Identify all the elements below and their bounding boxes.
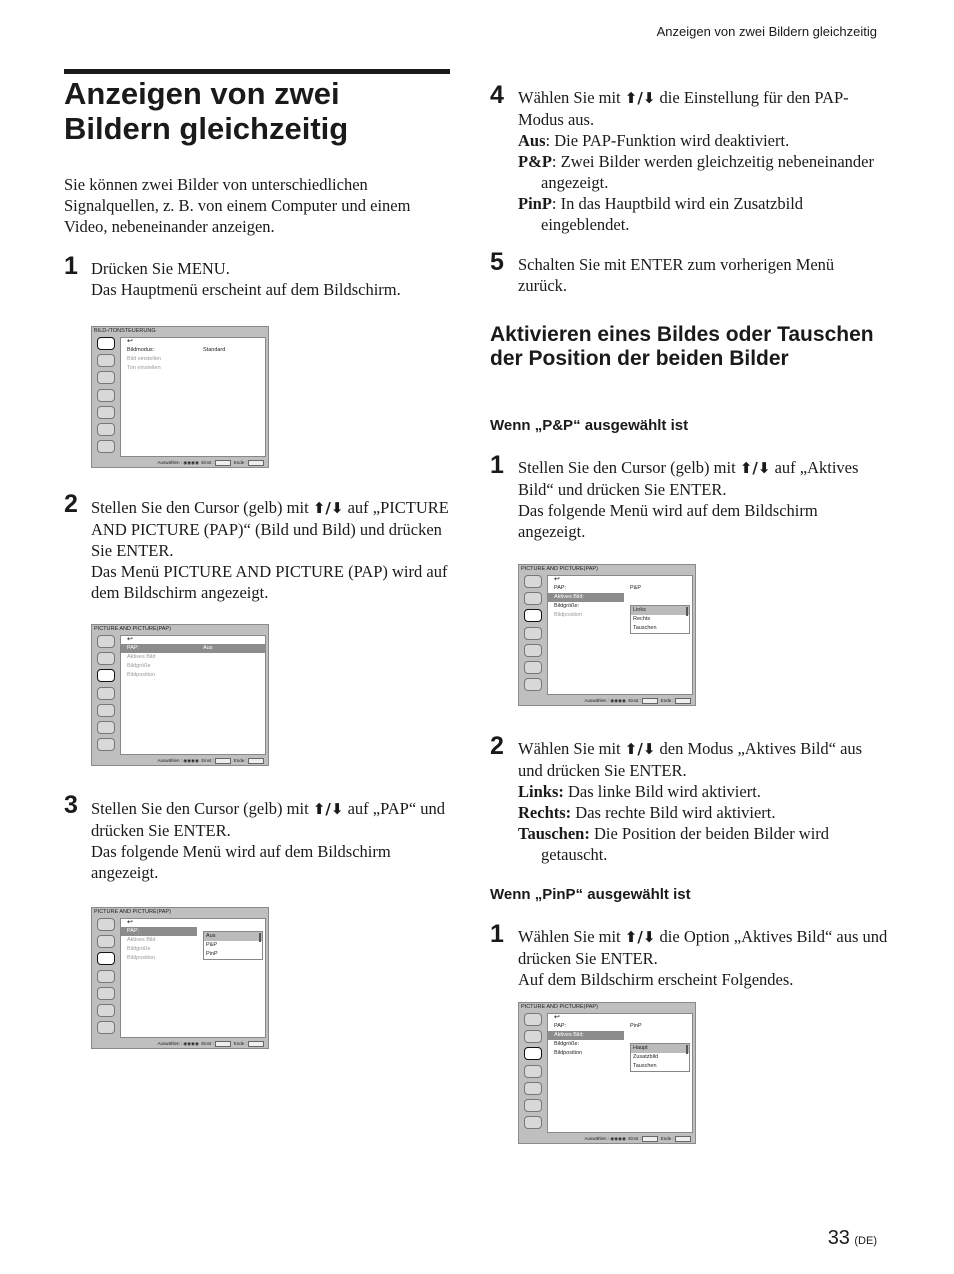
pap-menu-icon xyxy=(524,609,542,622)
osd-menu-pap: PICTURE AND PICTURE(PAP) ↩ PAP: Aus Aktives Bild Bildgröße Bildposition Auswählen : ◉◉◉◉ Einst : Ende : xyxy=(91,624,269,766)
running-head: Anzeigen von zwei Bildern gleichzeitig xyxy=(656,24,877,39)
step-1-text: Drücken Sie MENU. Das Hauptmenü erscheint auf dem Bildschirm. xyxy=(91,259,401,299)
menu-icon xyxy=(97,721,115,734)
menu-icon xyxy=(97,440,115,453)
step-number: 1 xyxy=(490,451,504,479)
picture-menu-icon xyxy=(97,337,115,350)
menu-icon xyxy=(524,644,542,657)
pap-menu-icon xyxy=(524,1047,542,1060)
menu-icon xyxy=(524,1116,542,1129)
up-down-arrow-icon: ⬆/⬇ xyxy=(739,459,771,477)
up-down-arrow-icon: ⬆/⬇ xyxy=(312,499,344,517)
return-icon: ↩ xyxy=(127,338,133,345)
step-2-text: Stellen Sie den Cursor (gelb) mit ⬆/⬇ auf „PICTURE AND PICTURE (PAP)“ (Bild und Bild) und drücken Sie ENTER. Das Menü PICTURE AND PICTURE (PAP) wird auf dem Bildschirm angezeigt. xyxy=(91,498,449,602)
menu-icon xyxy=(97,704,115,717)
menu-icon xyxy=(97,406,115,419)
step-3-text: Stellen Sie den Cursor (gelb) mit ⬆/⬇ auf „PAP“ und drücken Sie ENTER. Das folgende Menü wird auf dem Bildschirm angezeigt. xyxy=(91,799,446,882)
step-4-text: Wählen Sie mit ⬆/⬇ die Einstellung für den PAP-Modus aus. Aus: Die PAP-Funktion wird deaktiviert. P&P: Zwei Bilder werden gleichzeitig nebeneinander angezeigt. PinP: In das Hauptbild wird ein Zusatzbild eingeblendet. xyxy=(518,88,874,234)
intro-paragraph: Sie können zwei Bilder von unterschiedlichen Signalquellen, z. B. von einem Computer und einem Video, nebeneinander anzeigen. xyxy=(64,175,411,236)
menu-icon xyxy=(97,635,115,648)
step-number: 3 xyxy=(64,791,78,819)
menu-icon xyxy=(97,1004,115,1017)
menu-icon xyxy=(524,1013,542,1026)
menu-icon xyxy=(524,1082,542,1095)
return-icon: ↩ xyxy=(127,919,133,926)
menu-icon xyxy=(524,678,542,691)
menu-icon xyxy=(97,918,115,931)
menu-icon xyxy=(97,1021,115,1034)
menu-icon xyxy=(97,652,115,665)
menu-icon xyxy=(97,389,115,402)
osd-menu-bild-tonsteuerung: BILD-/TONSTEUERUNG ↩ Bildmodus: Standard Bild einstellen Ton einstellen Auswählen : ◉◉◉◉ Einst : Ende : xyxy=(91,326,269,468)
menu-icon xyxy=(524,1099,542,1112)
menu-icon xyxy=(524,661,542,674)
up-down-arrow-icon: ⬆/⬇ xyxy=(624,928,656,946)
menu-icon xyxy=(97,423,115,436)
menu-icon xyxy=(97,687,115,700)
osd-menu-pinp-aktives-bild: PICTURE AND PICTURE(PAP) ↩ PAP: PinP Aktives Bild: Bildgröße: Bildposition Haupt Zusatzbild Tauschen Auswählen : ◉◉◉◉ Einst : Ende : xyxy=(518,1002,696,1144)
pinp-step-1-text: Wählen Sie mit ⬆/⬇ die Option „Aktives Bild“ aus und drücken Sie ENTER. Auf dem Bildschirm erscheint Folgendes. xyxy=(518,927,888,989)
menu-icon xyxy=(97,738,115,751)
page-number: 33 (DE) xyxy=(827,1227,877,1249)
step-number: 1 xyxy=(64,252,78,280)
menu-icon xyxy=(97,935,115,948)
step-number: 2 xyxy=(64,490,78,518)
up-down-arrow-icon: ⬆/⬇ xyxy=(624,89,656,107)
menu-icon xyxy=(524,575,542,588)
menu-icon xyxy=(97,987,115,1000)
pp-step-1-text: Stellen Sie den Cursor (gelb) mit ⬆/⬇ auf „Aktives Bild“ und drücken Sie ENTER. Das folgende Menü wird auf dem Bildschirm angezeigt. xyxy=(518,458,859,541)
step-number: 4 xyxy=(490,81,504,109)
step-5-text: Schalten Sie mit ENTER zum vorherigen Menü zurück. xyxy=(518,255,835,295)
menu-icon xyxy=(97,970,115,983)
section-title: Aktivieren eines Bildes oder Tauschen der Position der beiden Bilder xyxy=(490,323,874,370)
pap-menu-icon xyxy=(97,669,115,682)
menu-icon xyxy=(524,1030,542,1043)
return-icon: ↩ xyxy=(127,636,133,643)
menu-icon xyxy=(97,354,115,367)
return-icon: ↩ xyxy=(554,576,560,583)
pp-step-2-text: Wählen Sie mit ⬆/⬇ den Modus „Aktives Bild“ aus und drücken Sie ENTER. Links: Das linke Bild wird aktiviert. Rechts: Das rechte Bild wird aktiviert. Tauschen: Die Position der beiden Bilder wird getauscht. xyxy=(518,739,863,864)
return-icon: ↩ xyxy=(554,1014,560,1021)
subheading-pinp: Wenn „PinP“ ausgewählt ist xyxy=(490,886,691,903)
page-title: Anzeigen von zwei Bildern gleichzeitig xyxy=(64,76,349,146)
subheading-pp: Wenn „P&P“ ausgewählt ist xyxy=(490,417,689,434)
menu-icon xyxy=(97,371,115,384)
step-number: 5 xyxy=(490,248,504,276)
pap-menu-icon xyxy=(97,952,115,965)
title-rule xyxy=(64,69,450,74)
osd-menu-pap-dropdown: PICTURE AND PICTURE(PAP) ↩ PAP: Aktives Bild Bildgröße Bildposition Aus P&P PinP Auswählen : ◉◉◉◉ Einst : Ende : xyxy=(91,907,269,1049)
menu-icon xyxy=(524,1065,542,1078)
step-number: 2 xyxy=(490,732,504,760)
menu-icon xyxy=(524,592,542,605)
step-number: 1 xyxy=(490,920,504,948)
osd-menu-pp-aktives-bild: PICTURE AND PICTURE(PAP) ↩ PAP: P&P Aktives Bild: Bildgröße: Bildposition Links Rechts Tauschen Auswählen : ◉◉◉◉ Einst : Ende : xyxy=(518,564,696,706)
menu-icon xyxy=(524,627,542,640)
up-down-arrow-icon: ⬆/⬇ xyxy=(624,740,656,758)
up-down-arrow-icon: ⬆/⬇ xyxy=(312,800,344,818)
